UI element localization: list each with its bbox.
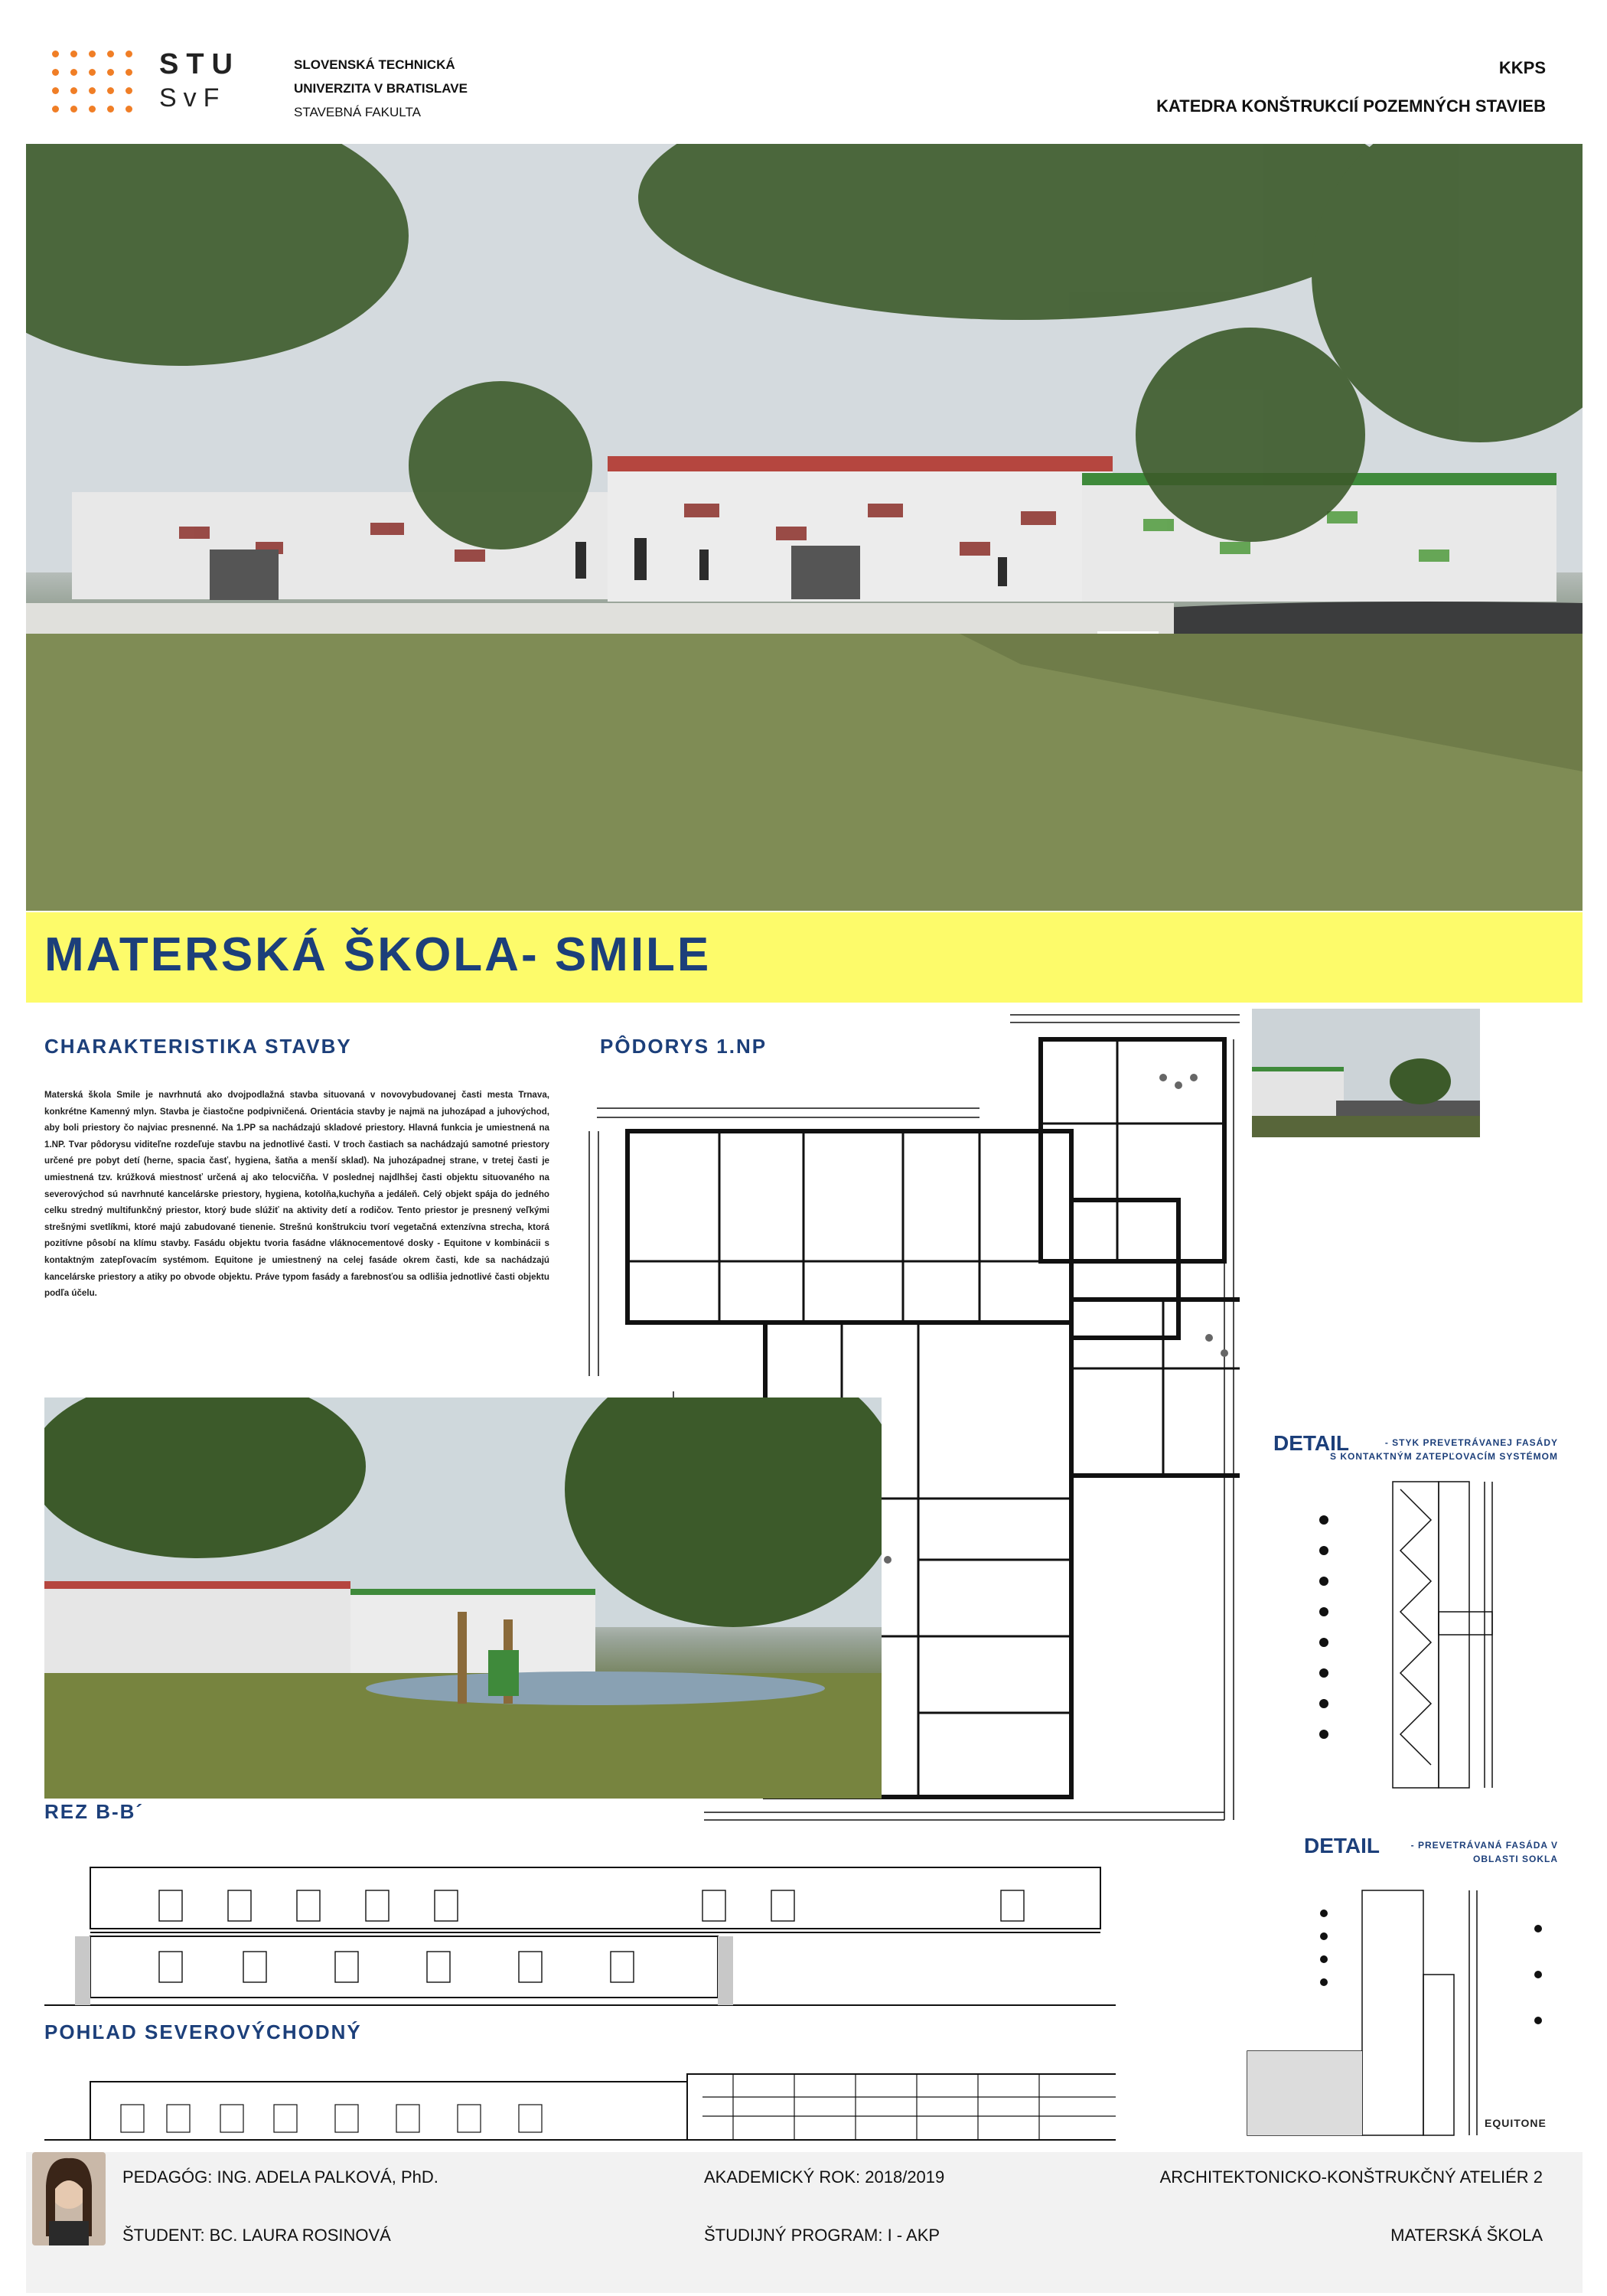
university-line-2: UNIVERZITA V BRATISLAVE [294,81,468,96]
detail1-subtitle-line1: - STYK PREVETRÁVANEJ FASÁDY [1384,1437,1558,1448]
logo-dot [89,69,96,76]
elevation-heading: POHĽAD SEVEROVÝCHODNÝ [44,2020,362,2043]
logo-dot [70,51,77,57]
footer-pedagog: PEDAGÓG: ING. ADELA PALKOVÁ, PhD. [122,2167,438,2187]
logo-dot [107,87,114,94]
logo-dot [125,87,132,94]
logo-dot [125,69,132,76]
poster-title: MATERSKÁ ŠKOLA- SMILE [44,928,712,981]
detail2-label: DETAIL [1304,1834,1380,1857]
logo-dot [70,106,77,113]
footer-student: ŠTUDENT: BC. LAURA ROSINOVÁ [122,2226,391,2245]
garden-render [44,1397,882,1799]
section-heading: REZ B-B´ [44,1800,145,1823]
hero-render [26,144,1583,911]
dept-full: KATEDRA KONŠTRUKCIÍ POZEMNÝCH STAVIEB [1156,96,1546,116]
equitone-brand: EQUITONE [1485,2117,1547,2129]
logo-dot [70,87,77,94]
footer-year: AKADEMICKÝ ROK: 2018/2019 [704,2167,945,2187]
footer-atelier: ARCHITEKTONICKO-KONŠTRUKČNÝ ATELIÉR 2 [1159,2167,1543,2187]
detail1-subtitle-line2: S KONTAKTNÝM ZATEPĽOVACÍM SYSTÉMOM [1330,1451,1558,1462]
logo-dot [107,51,114,57]
characteristics-text: Materská škola Smile je navrhnutá ako dvojpodlažná stavba situovaná v novovybudovanej časti mesta Trnava, konkrétne Kamenný mlyn. Stavba je čiastočne podpivničená. Orientácia stavby je najmä na juhozápad a juhovýchod, aby boli priestory čo najviac presnenné. Na 1.PP sa nachádzajú skladové priestory. Hlavná funkcia je umiestnená na 1.NP. Tvar pôdorysu viditeľne rozdeľuje stavbu na jednotlivé časti. V troch častiach sa nachádzajú samotné priestory určené pre pobyt detí (herne, spacia časť, hygiena, šatňa a menší sklad). Na juhozápadnej strane, v tretej časti je umiestnená tzv. krúžková miestnosť určená aj ako telocvičňa. V poslednej najdlhšej časti objektu situovaného na severovýchod sú navrhnuté kancelárske priestory, hygiena, kotolňa,kuchyňa a jedáleň. Celý objekt spája do jedného celku stredný multifunkčný priestor, ktorý bude slúžiť na aktivity detí a rodičov. Tento priestor je presnený veľkými strešnými svetlíkmi, ktoré majú zabudované tienenie. Strešnú konštrukciu tvorí vegetačná extenzívna strecha, ktorá pozitívne pôsobí na klímu stavby. Fasádu objektu tvoria fasádne vláknocementové dosky - Equitone v kombinácii s kontaktným zatepľovacím systémom. Equitone je umiestnený na celej fasáde okrem časti, kde sa nachádzajú kancelárske priestory a atiky po obvode objektu. Práve typom fasády a farebnosťou sa odlišia jednotlivé časti objektu podľa účelu. [44,1090,549,1299]
detail1-label: DETAIL [1273,1431,1350,1455]
logo-dot [52,51,59,57]
logo-dot [107,106,114,113]
logo-dot [125,51,132,57]
logo-dot [52,69,59,76]
logo-dot [52,87,59,94]
footer-subject: MATERSKÁ ŠKOLA [1390,2226,1543,2245]
plan-heading: PÔDORYS 1.NP [600,1035,768,1058]
university-line-1: SLOVENSKÁ TECHNICKÁ [294,57,455,72]
logo-stu: STU [159,48,240,80]
small-render [1252,1009,1480,1137]
footer-program: ŠTUDIJNÝ PROGRAM: I - AKP [704,2226,940,2245]
logo-dot [89,51,96,57]
elevation-drawing [44,2051,1116,2143]
detail2-subtitle-line2: OBLASTI SOKLA [1473,1854,1558,1864]
logo-dot [89,87,96,94]
logo-dot [89,106,96,113]
section-drawing [44,1829,1116,2020]
faculty-name: STAVEBNÁ FAKULTA [294,105,421,119]
characteristics-heading: CHARAKTERISTIKA STAVBY [44,1035,352,1058]
logo-dot [107,69,114,76]
dept-short: KKPS [1498,58,1546,77]
detail2-subtitle-line1: - PREVETRÁVANÁ FASÁDA V [1410,1840,1558,1851]
logo-dot [125,106,132,113]
logo-dot [52,106,59,113]
detail1-drawing [1309,1474,1561,1795]
student-avatar [32,2152,106,2245]
stu-logo-dots [52,51,144,119]
detail2-drawing [1240,1883,1561,2143]
logo-dot [70,69,77,76]
logo-svf: SvF [159,83,227,113]
